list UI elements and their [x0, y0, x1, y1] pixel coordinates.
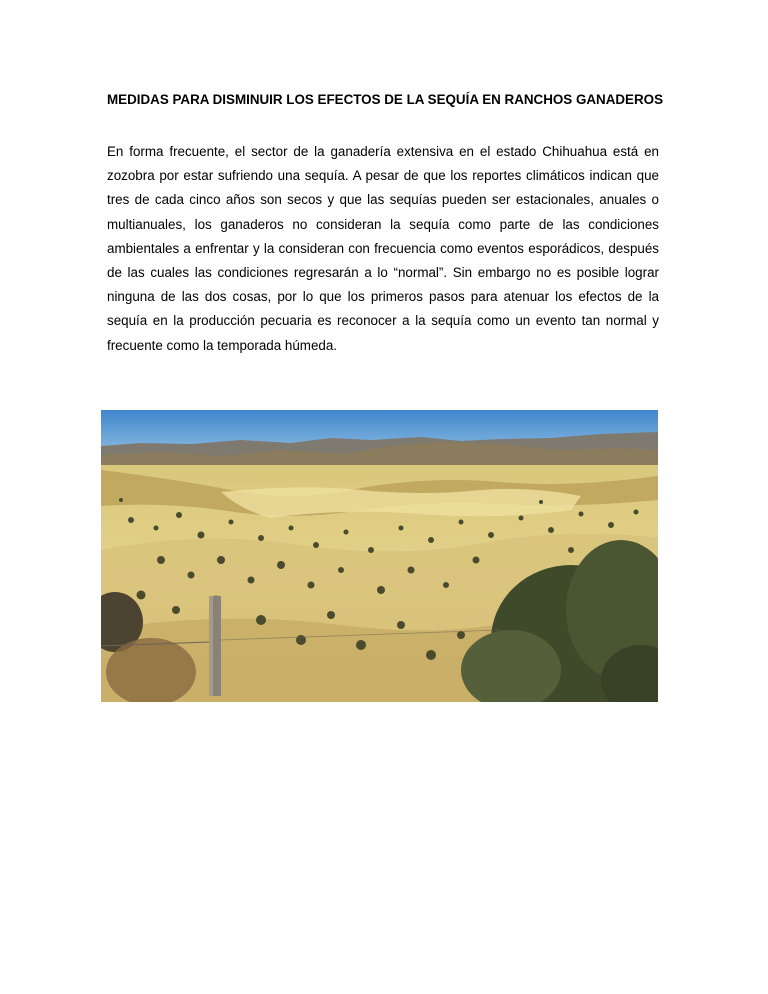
landscape-photo: [101, 410, 658, 702]
body-paragraph: En forma frecuente, el sector de la ganadería extensiva en el estado Chihuahua está en zozobra por estar sufriendo una sequía. A pesar de que los reportes climáticos indican que tres de cada cinco años son secos y que las sequías pueden ser estacionales, anuales o multianuales, los ganaderos no consideran la sequía como parte de las condiciones ambientales a enfrentar y la consideran con frecuencia como eventos esporádicos, después de las cuales las condiciones regresarán a lo “normal”. Sin embargo no es posible lograr ninguna de las dos cosas, por lo que los primeros pasos para atenuar los efectos de la sequía en la producción pecuaria es reconocer a la sequía como un evento tan normal y frecuente como la temporada húmeda.: [107, 144, 659, 353]
landscape-photo-graphic: [101, 410, 658, 702]
document-title: MEDIDAS PARA DISMINUIR LOS EFECTOS DE LA SEQUÍA EN RANCHOS GANADEROS: [107, 92, 663, 107]
